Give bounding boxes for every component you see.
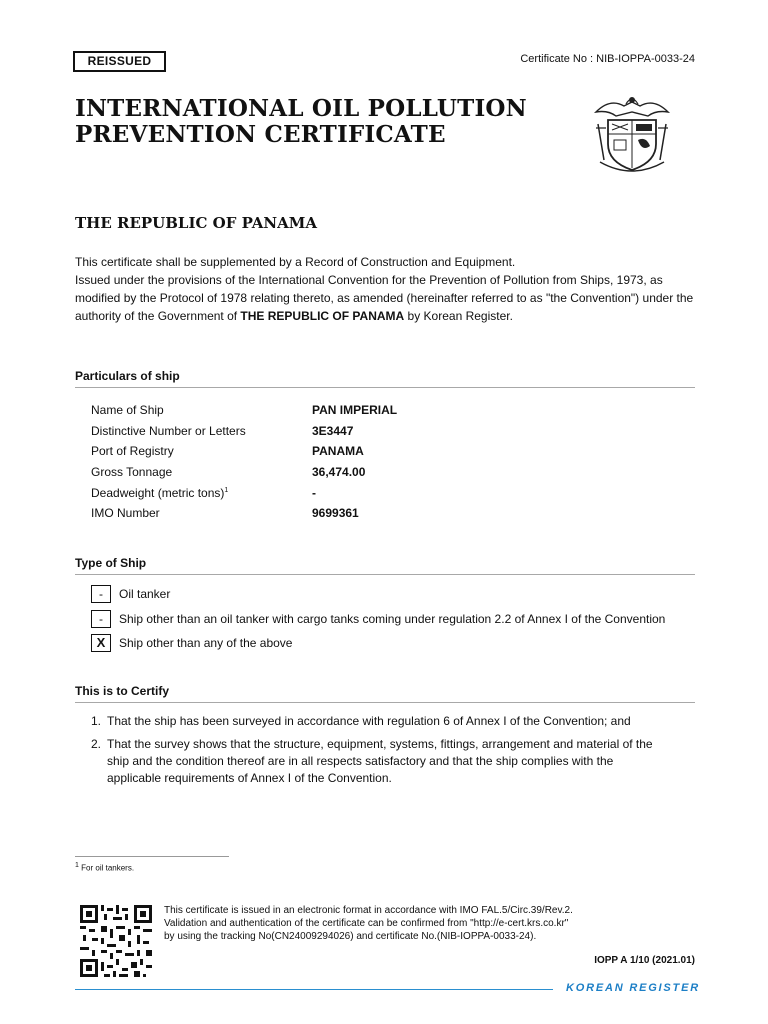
- title-line-2: PREVENTION CERTIFICATE: [75, 121, 446, 148]
- type-option: [91, 634, 292, 652]
- reissued-badge: REISSUED: [73, 51, 166, 72]
- type-checkbox: -: [91, 585, 111, 603]
- particulars-value: -: [312, 485, 316, 500]
- type-option-label: Ship other than any of the above: [119, 636, 293, 650]
- intro-line-2-post: by Korean Register.: [404, 309, 513, 323]
- type-option: [91, 610, 665, 628]
- particulars-row: [91, 503, 397, 524]
- type-checkbox-checked: X: [91, 634, 111, 652]
- type-option-label: Oil tanker: [119, 587, 171, 601]
- particulars-label: Port of Registry: [91, 444, 174, 459]
- certify-item-number: 2.: [91, 737, 102, 751]
- particulars-label: IMO Number: [91, 506, 160, 521]
- form-code: IOPP A 1/10 (2021.01): [594, 955, 695, 966]
- particulars-value: 3E3447: [312, 423, 354, 438]
- type-option-label: Ship other than an oil tanker with cargo tanks coming under regulation 2.2 of Annex I of the Convention: [119, 612, 666, 626]
- footnote-text: For oil tankers.: [81, 863, 135, 873]
- einfo-line-2: Validation and authentication of the certificate can be confirmed from "http://e-cert.krs.co.kr": [164, 918, 569, 929]
- type-option: [91, 585, 170, 603]
- footer-rule: [75, 989, 553, 990]
- particulars-value: PANAMA: [312, 444, 364, 459]
- particulars-value: 36,474.00: [312, 465, 366, 480]
- footnote-divider: [75, 856, 229, 857]
- particulars-row: [91, 482, 397, 503]
- footnote: [75, 862, 134, 873]
- particulars-label: [91, 486, 312, 500]
- intro-line-2: [75, 271, 697, 325]
- certify-item-text: That the survey shows that the structure, equipment, systems, fittings, arrangement and material of the ship and the condition thereof are in all respects satisfactory and that the ship complies with the applicable requirements of Annex I of the Convention.: [107, 737, 653, 785]
- particulars-label: Distinctive Number or Letters: [91, 423, 246, 438]
- type-checkbox: -: [91, 610, 111, 628]
- particulars-value: 9699361: [312, 506, 359, 521]
- section-particulars-heading: Particulars of ship: [75, 369, 695, 388]
- particulars-value: PAN IMPERIAL: [312, 403, 398, 418]
- electronic-certificate-info: [164, 904, 573, 943]
- einfo-line-1: This certificate is issued in an electronic format in accordance with IMO FAL.5/Circ.39/Rev.2.: [164, 905, 573, 916]
- intro-line-1: This certificate shall be supplemented by a Record of Construction and Equipment.: [75, 255, 516, 269]
- certify-item-number: 1.: [91, 714, 102, 728]
- particulars-table: [91, 400, 397, 524]
- qr-code-icon: [80, 905, 152, 977]
- title-line-1: INTERNATIONAL OIL POLLUTION: [75, 95, 527, 122]
- einfo-line-3: by using the tracking No(CN24009294026) and certificate No.(NIB-IOPPA-0033-24).: [164, 931, 537, 942]
- particulars-row: [91, 462, 397, 483]
- intro-line-2-pre: Issued under the provisions of the International Convention for the Prevention of Pollution from Ships, 1973, as modified by the Protocol of 1978 relating thereto, as amended (hereinafter referred to as "the Convention") under the authority of the Government of: [75, 273, 694, 323]
- certify-item: [91, 736, 656, 787]
- particulars-label: Name of Ship: [91, 403, 164, 418]
- coat-of-arms-icon: [590, 90, 674, 176]
- particulars-row: [91, 421, 397, 442]
- certify-list: [91, 713, 691, 793]
- page-title: [75, 96, 527, 148]
- particulars-row: [91, 400, 397, 421]
- certify-item-text: That the ship has been surveyed in accordance with regulation 6 of Annex I of the Convention; and: [107, 714, 631, 728]
- issuing-state: THE REPUBLIC OF PANAMA: [75, 214, 318, 232]
- intro-text: [75, 253, 697, 325]
- particulars-label: Gross Tonnage: [91, 465, 173, 480]
- section-type-heading: Type of Ship: [75, 556, 695, 575]
- particulars-row: [91, 441, 397, 462]
- section-certify-heading: This is to Certify: [75, 684, 695, 703]
- certificate-number: Certificate No : NIB-IOPPA-0033-24: [520, 53, 695, 65]
- korean-register-logo: KOREAN REGISTER: [566, 982, 700, 994]
- deadweight-label: Deadweight (metric tons): [91, 485, 225, 500]
- footnote-ref: 1: [224, 486, 229, 494]
- intro-line-2-state: THE REPUBLIC OF PANAMA: [240, 309, 405, 323]
- certify-item: [91, 713, 691, 730]
- footnote-marker: 1: [75, 862, 79, 869]
